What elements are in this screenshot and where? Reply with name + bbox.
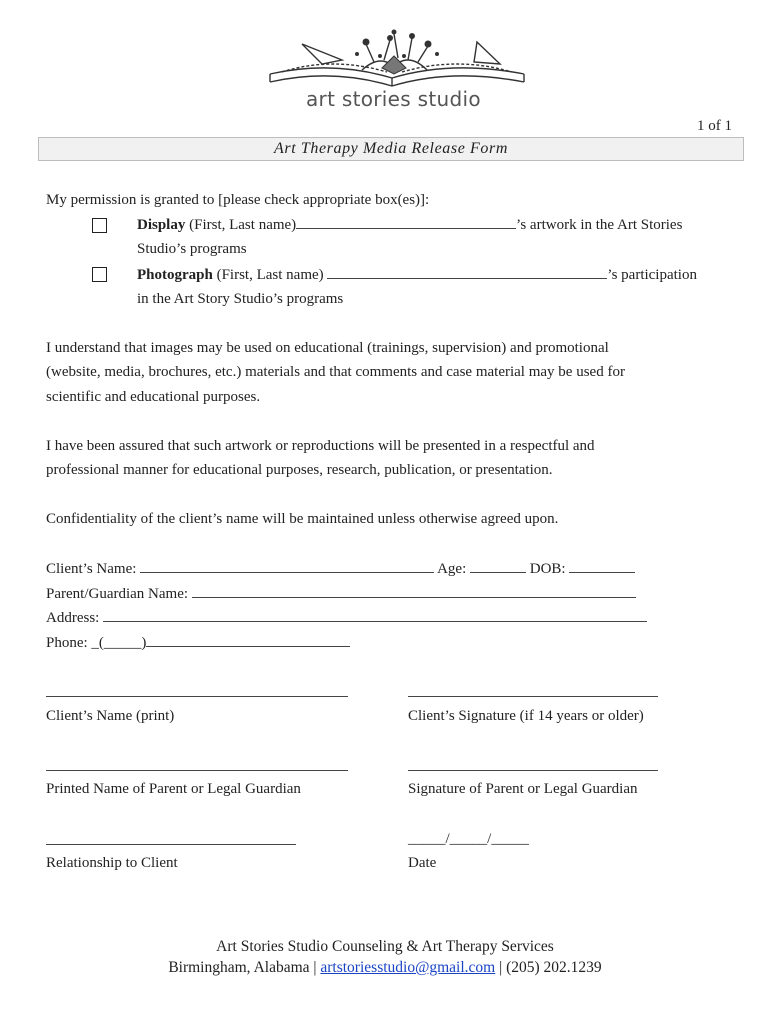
phone-area-code[interactable]: _(_____) bbox=[91, 635, 147, 651]
paragraph-1-line-1: I understand that images may be used on educational (trainings, supervision) and promotional bbox=[46, 340, 609, 356]
photograph-label: Photograph bbox=[137, 267, 213, 283]
photograph-name-blank[interactable] bbox=[327, 264, 607, 279]
footer-separator: | bbox=[499, 959, 503, 976]
display-label: Display bbox=[137, 217, 186, 233]
date-field[interactable]: _____/_____/_____ bbox=[408, 831, 529, 847]
relationship-label: Relationship to Client bbox=[46, 855, 178, 871]
dob-label: DOB: bbox=[529, 561, 566, 577]
display-option bbox=[137, 214, 682, 235]
client-signature-label: Client’s Signature (if 14 years or older) bbox=[408, 708, 644, 724]
paragraph-1-line-2: (website, media, brochures, etc.) materials and that comments and case material may be used for bbox=[46, 364, 625, 380]
footer-line-2 bbox=[0, 958, 770, 978]
display-checkbox[interactable] bbox=[92, 218, 107, 233]
paragraph-3: Confidentiality of the client’s name will be maintained unless otherwise agreed upon. bbox=[46, 511, 559, 527]
guardian-signature-line[interactable] bbox=[408, 770, 658, 771]
client-print-line[interactable] bbox=[46, 696, 348, 697]
display-line2: Studio’s programs bbox=[137, 241, 247, 257]
display-suffix: ’s artwork in the Art Stories bbox=[516, 217, 683, 233]
studio-logo bbox=[262, 12, 532, 92]
paragraph-2-line-2: professional manner for educational purposes, research, publication, or presentation. bbox=[46, 462, 553, 478]
permission-intro: My permission is granted to [please check appropriate box(es)]: bbox=[46, 192, 430, 208]
age-label: Age: bbox=[437, 561, 467, 577]
phone-field[interactable] bbox=[146, 632, 350, 647]
guardian-name-field[interactable] bbox=[192, 583, 636, 598]
footer-location: Birmingham, Alabama bbox=[168, 959, 310, 976]
dob-field[interactable] bbox=[569, 558, 635, 573]
address-row bbox=[46, 607, 647, 628]
phone-row bbox=[46, 632, 350, 653]
guardian-name-row bbox=[46, 583, 636, 604]
paragraph-2-line-1: I have been assured that such artwork or reproductions will be presented in a respectful and bbox=[46, 438, 595, 454]
client-info-row bbox=[46, 558, 635, 579]
photograph-suffix: ’s participation bbox=[607, 267, 697, 283]
form-title-bar bbox=[38, 137, 744, 161]
guardian-signature-label: Signature of Parent or Legal Guardian bbox=[408, 781, 638, 797]
footer-separator: | bbox=[313, 959, 317, 976]
display-hint: (First, Last name) bbox=[189, 217, 297, 233]
guardian-print-label: Printed Name of Parent or Legal Guardian bbox=[46, 781, 301, 797]
paragraph-1-line-3: scientific and educational purposes. bbox=[46, 389, 261, 405]
photograph-checkbox[interactable] bbox=[92, 267, 107, 282]
photograph-line2: in the Art Story Studio’s programs bbox=[137, 291, 344, 307]
date-label: Date bbox=[408, 855, 437, 871]
photograph-hint: (First, Last name) bbox=[216, 267, 324, 283]
client-name-label: Client’s Name: bbox=[46, 561, 137, 577]
client-name-field[interactable] bbox=[140, 558, 434, 573]
client-print-label: Client’s Name (print) bbox=[46, 708, 175, 724]
client-signature-line[interactable] bbox=[408, 696, 658, 697]
address-label: Address: bbox=[46, 610, 100, 626]
age-field[interactable] bbox=[470, 558, 526, 573]
page-number: 1 of 1 bbox=[697, 118, 732, 134]
footer-line-1: Art Stories Studio Counseling & Art Therapy Services bbox=[216, 938, 554, 955]
footer-phone: (205) 202.1239 bbox=[506, 959, 602, 976]
guardian-print-line[interactable] bbox=[46, 770, 348, 771]
phone-label: Phone: bbox=[46, 635, 88, 651]
relationship-line[interactable] bbox=[46, 844, 296, 845]
photograph-option bbox=[137, 264, 697, 285]
address-field[interactable] bbox=[103, 607, 647, 622]
form-title: Art Therapy Media Release Form bbox=[274, 140, 508, 157]
footer-email-link[interactable]: artstoriesstudio@gmail.com bbox=[320, 959, 496, 976]
display-name-blank[interactable] bbox=[296, 214, 516, 229]
studio-name: art stories studio bbox=[306, 87, 481, 111]
guardian-name-label: Parent/Guardian Name: bbox=[46, 586, 189, 602]
